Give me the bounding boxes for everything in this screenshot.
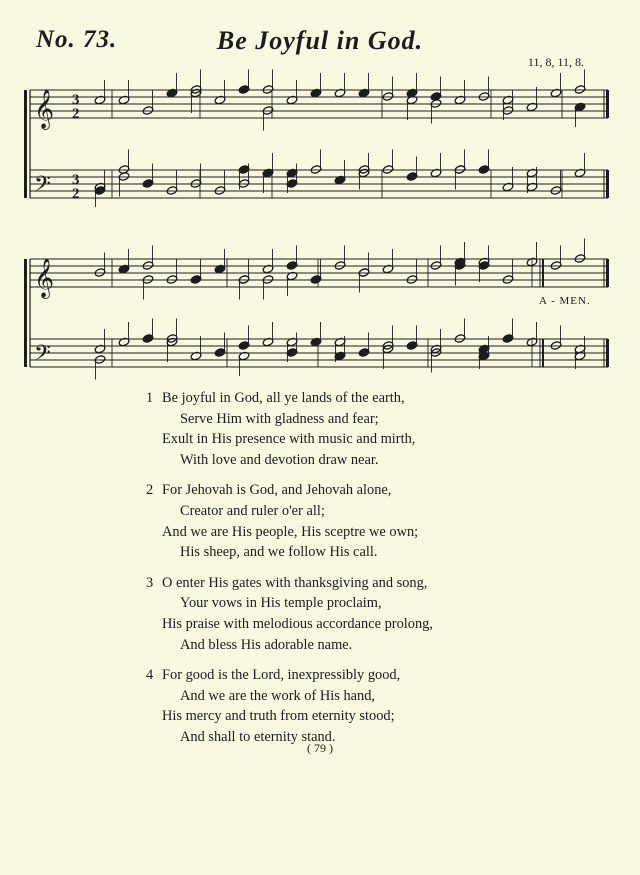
- verse-line: And shall to eternity stand.: [180, 728, 336, 745]
- verse-line: [146, 480, 586, 501]
- verse-number: 4: [146, 667, 154, 684]
- verse-text: O enter His gates with thanksgiving and song,: [162, 574, 428, 591]
- system-brace: [24, 90, 27, 198]
- hymn-number: No. 73.: [36, 26, 118, 53]
- verse-line: And we are His people, His sceptre we own;: [162, 523, 419, 540]
- music-score: [0, 0, 640, 380]
- verse-text: For Jehovah is God, and Jehovah alone,: [162, 482, 392, 499]
- verse-4: [146, 665, 586, 747]
- verse-line: And we are the work of His hand,: [180, 687, 376, 704]
- verse-line: [146, 665, 586, 686]
- hymn-meter: 11, 8, 11, 8.: [527, 55, 584, 69]
- verse-line: [146, 388, 586, 409]
- time-signature-top: 3: [72, 92, 80, 108]
- bass-clef: 𝄢: [34, 341, 51, 371]
- hymn-title: Be Joyful in God.: [216, 26, 424, 55]
- final-bar-thick: [606, 259, 609, 287]
- verse-1: [146, 388, 586, 470]
- verse-line: Exult in His presence with music and mirth,: [162, 431, 416, 448]
- page-number: ( 79 ): [307, 741, 333, 755]
- verse-text: For good is the Lord, inexpressibly good,: [162, 667, 401, 684]
- system-brace: [24, 259, 27, 367]
- final-bar-thick: [606, 90, 609, 118]
- verse-number: 1: [146, 390, 154, 406]
- treble-clef: 𝄞: [34, 89, 55, 129]
- verse-text: Be joyful in God, all ye lands of the earth,: [162, 390, 405, 406]
- verse-3: [146, 573, 586, 655]
- verse-number: 2: [146, 482, 154, 499]
- verse-line: Your vows in His temple proclaim,: [180, 595, 382, 612]
- time-signature-bottom: 2: [72, 186, 80, 202]
- verse-line: Serve Him with gladness and fear;: [180, 410, 379, 427]
- hymn-verses: [146, 388, 586, 758]
- verse-2: [146, 480, 586, 562]
- verse-line: With love and devotion draw near.: [180, 451, 379, 468]
- verse-line: His sheep, and we follow His call.: [180, 544, 378, 561]
- verse-number: 3: [146, 574, 154, 591]
- verse-line: Creator and ruler o'er all;: [180, 502, 325, 519]
- time-signature-bottom: 2: [72, 106, 80, 122]
- final-bar-thick: [606, 339, 609, 367]
- verse-line: His praise with melodious accordance prolong,: [162, 615, 433, 632]
- amen-label: A - MEN.: [539, 295, 591, 307]
- bass-clef: 𝄢: [34, 172, 51, 202]
- verse-line: His mercy and truth from eternity stood;: [162, 708, 395, 725]
- verse-line: [146, 573, 586, 594]
- verse-line: And bless His adorable name.: [180, 636, 353, 653]
- treble-clef: 𝄞: [34, 258, 55, 298]
- final-bar-thick: [606, 170, 609, 198]
- time-signature-top: 3: [72, 172, 80, 188]
